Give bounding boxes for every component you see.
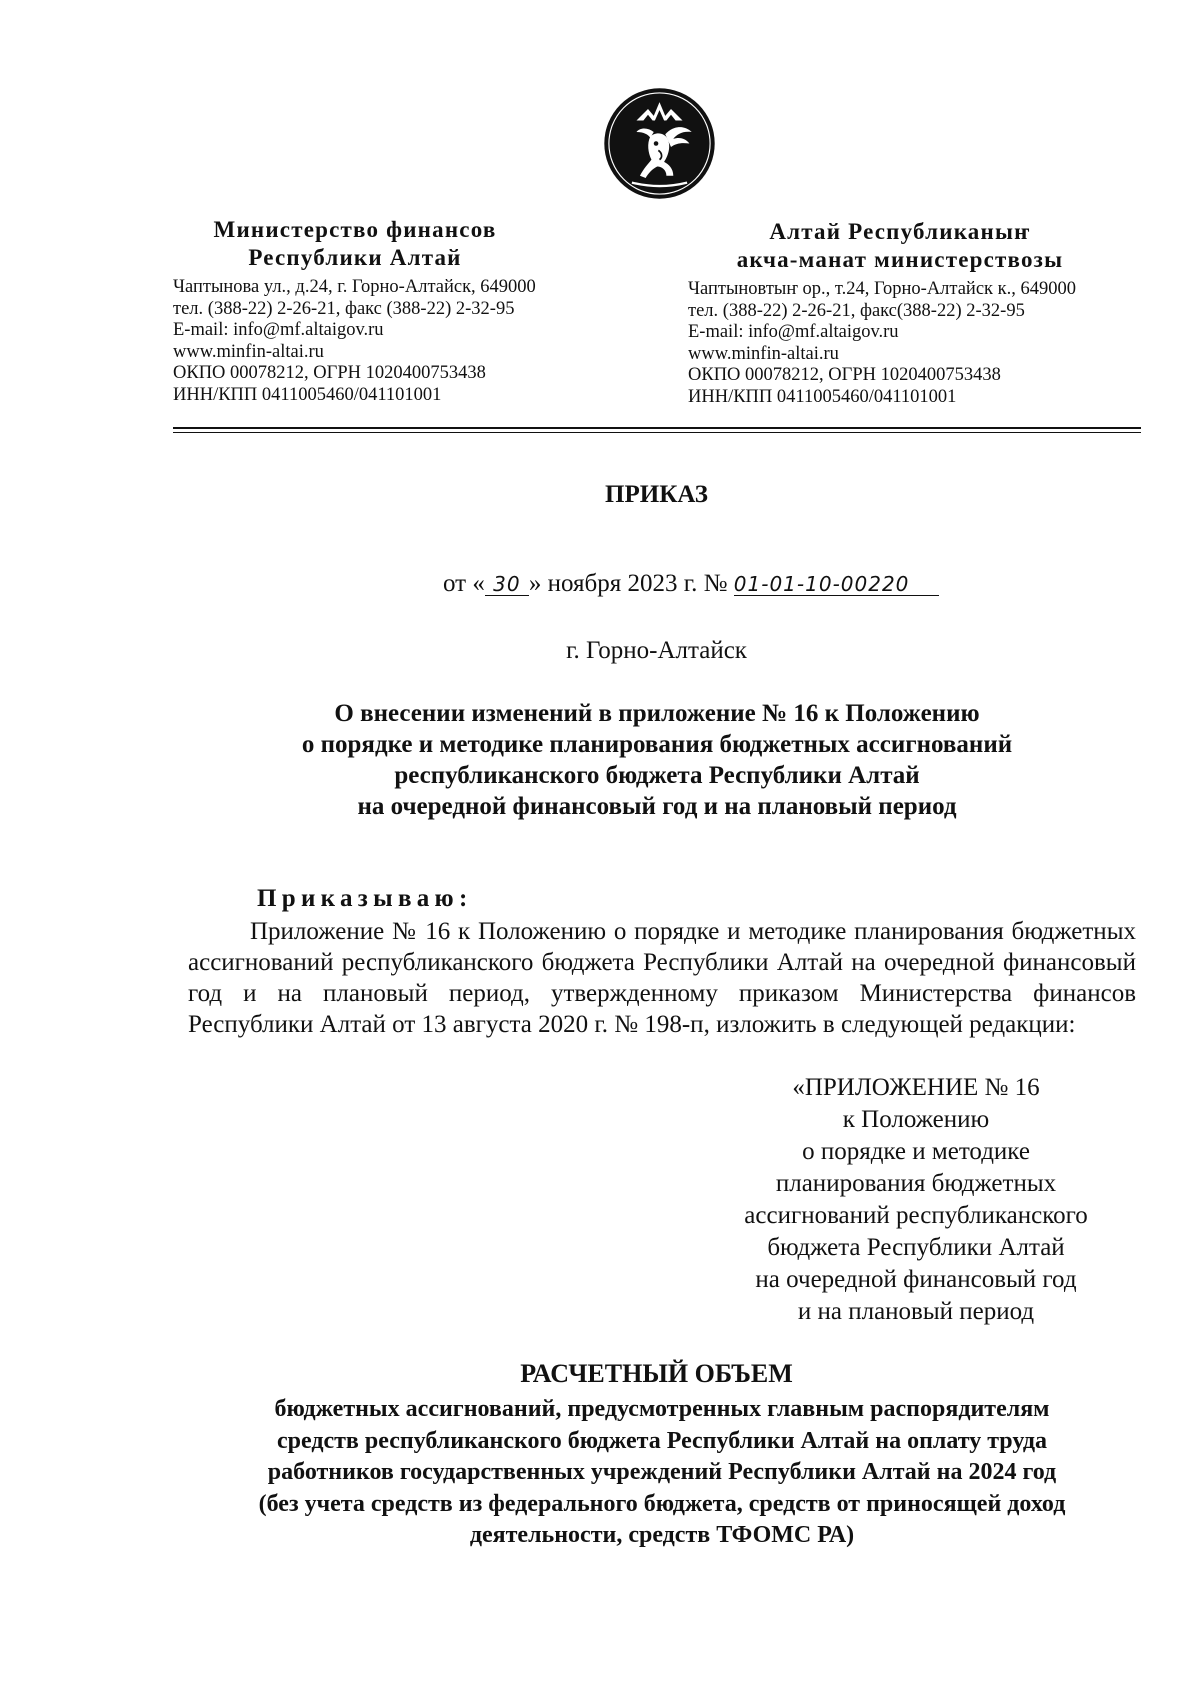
okpo-line: ОКПО 00078212, ОГРН 1020400753438 [173, 363, 486, 384]
ministry-contacts-altai [688, 279, 1076, 409]
email-line: E-mail: info@mf.altaigov.ru [173, 320, 384, 341]
order-word: Приказываю: [257, 885, 473, 912]
header-divider-secondary [173, 432, 1141, 433]
date-number-line [443, 570, 939, 598]
okpo-line: ОКПО 00078212, ОГРН 1020400753438 [688, 365, 1001, 386]
city: г. Горно-Алтайск [566, 637, 747, 664]
website-line: www.minfin-altai.ru [173, 341, 324, 362]
phone-line: тел. (388-22) 2-26-21, факс (388-22) 2-32-95 [173, 298, 515, 319]
address-line: Чаптынова ул., д.24, г. Горно-Алтайск, 649000 [173, 277, 536, 297]
email-line: E-mail: info@mf.altaigov.ru [688, 322, 899, 343]
phone-line: тел. (388-22) 2-26-21, факс(388-22) 2-32-95 [688, 300, 1025, 321]
inn-line: ИНН/КПП 0411005460/041101001 [173, 384, 442, 405]
calculation-description: бюджетных ассигнований, предусмотренных главным распорядителям средств республиканского бюджета Республики Алтай на оплату труда работников государственных учреждений Республики Алтай на 2024 год (без учета средств из федерального бюджета, средств от приносящей доход деятельности, средств ТФОМС РА) [258, 1396, 1066, 1548]
ministry-name-russian: Министерство финансов Республики Алтай [213, 217, 497, 270]
document-subject: О внесении изменений в приложение № 16 к Положению о порядке и методике планирования бюджетных ассигнований республиканского бюджета Республики Алтай на очередной финансовый год и на плановый период [301, 700, 1013, 820]
coat-of-arms-icon [602, 86, 717, 201]
ministry-contacts-russian [173, 277, 536, 407]
inn-line: ИНН/КПП 0411005460/041101001 [688, 386, 957, 407]
order-body: Приложение № 16 к Положению о порядке и методике планирования бюджетных ассигнований республиканского бюджета Республики Алтай на очередной финансовый год и на плановый период, утвержденному приказом Министерства финансов Республики Алтай от 13 августа 2020 г. № 198-п, изложить в следующей редакции: [188, 918, 1136, 1038]
header-divider [173, 427, 1141, 429]
ministry-name-altai: Алтай Республиканыҥ акча-манат министерствозы [736, 219, 1064, 272]
website-line: www.minfin-altai.ru [688, 343, 839, 364]
appendix-heading: «ПРИЛОЖЕНИЕ № 16 к Положению о порядке и методике планирования бюджетных ассигнований республиканского бюджета Республики Алтай на очередной финансовый год и на плановый период [744, 1074, 1088, 1325]
document-number: 01-01-10-00220 [734, 573, 939, 596]
date-prefix: от « [443, 570, 485, 597]
address-line: Чаптыновтыҥ ор., т.24, Горно-Алтайск к., 649000 [688, 279, 1077, 299]
date-middle: » ноября 2023 г. № [528, 570, 734, 597]
date-day: 30 [485, 573, 529, 596]
calculation-title: РАСЧЕТНЫЙ ОБЪЕМ [520, 1359, 793, 1388]
document-type: ПРИКАЗ [605, 481, 708, 508]
